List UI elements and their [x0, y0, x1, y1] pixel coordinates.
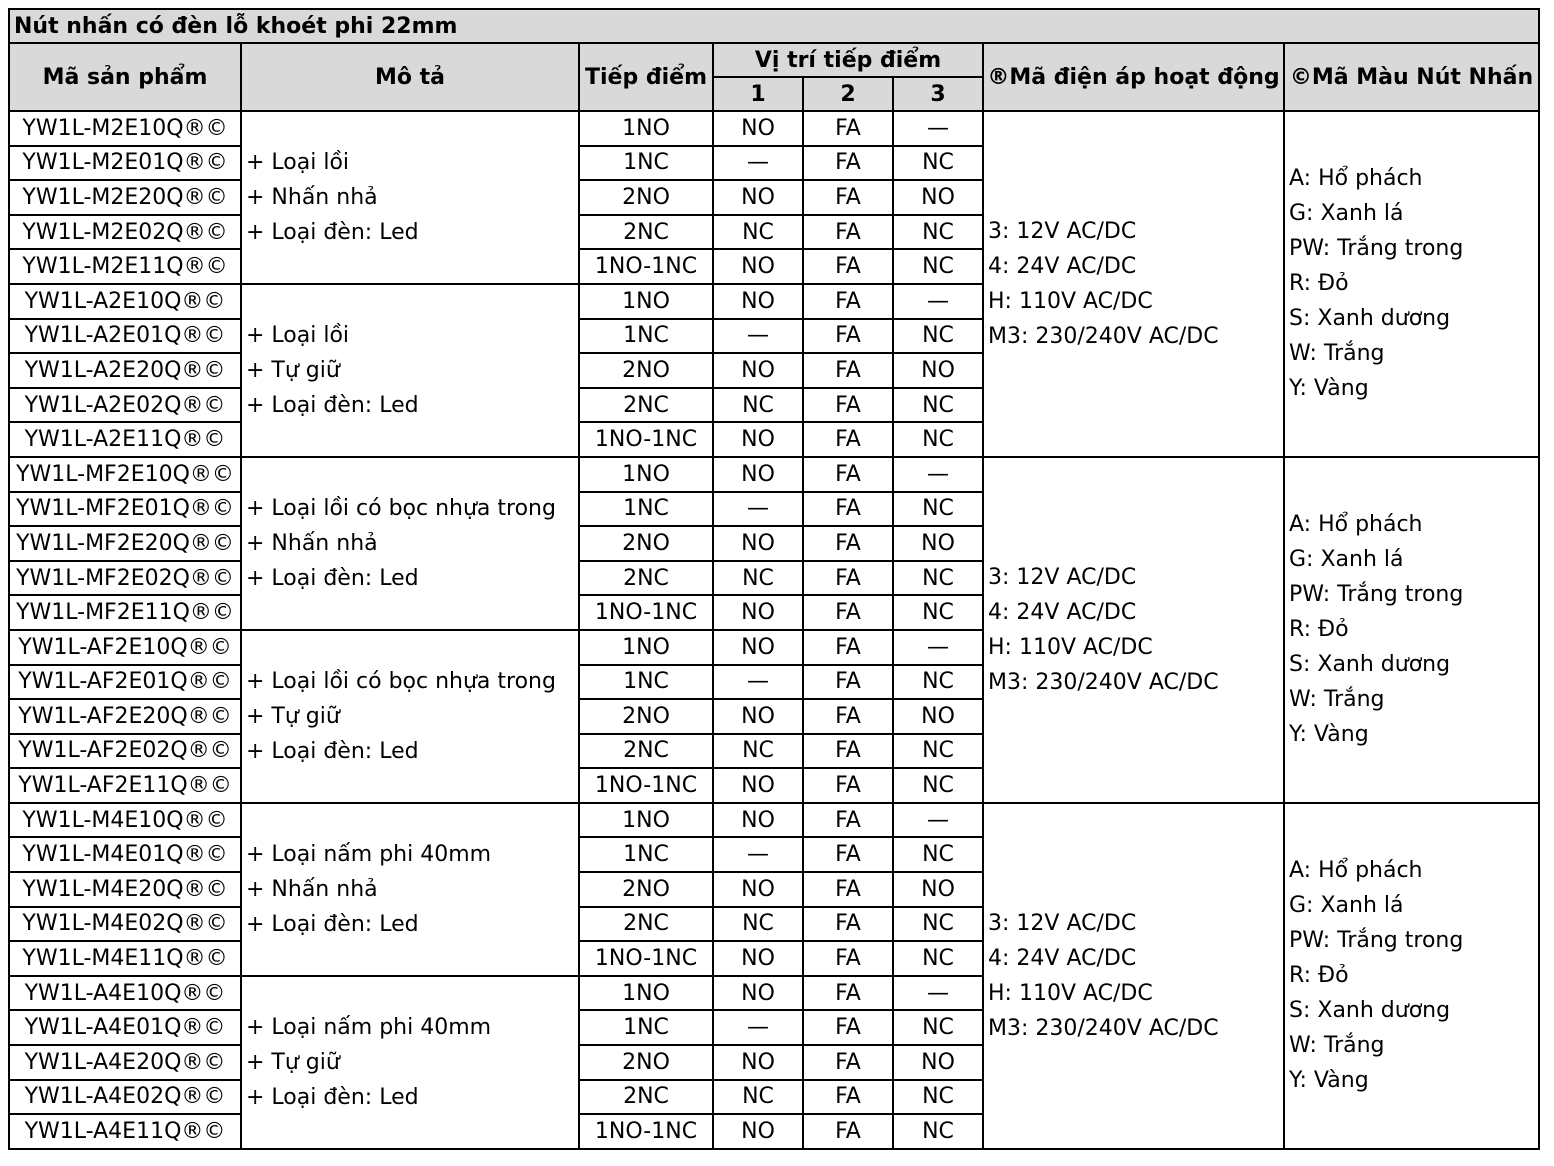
position-1-cell: NO [713, 1045, 803, 1080]
contact-cell: 1NO-1NC [579, 595, 713, 630]
contact-cell: 1NC [579, 665, 713, 700]
color-line: PW: Trắng trong [1289, 582, 1464, 608]
product-code-cell: YW1L-A2E02Q®© [9, 388, 241, 423]
position-2-cell: FA [803, 353, 893, 388]
product-code-cell: YW1L-A4E01Q®© [9, 1010, 241, 1045]
header-color-code: ©Mã Màu Nút Nhấn [1284, 43, 1539, 111]
color-line: S: Xanh dương [1289, 306, 1451, 332]
color-line: A: Hổ phách [1289, 512, 1423, 538]
description-cell [241, 111, 579, 284]
contact-cell: 2NC [579, 734, 713, 769]
position-1-cell: — [713, 837, 803, 872]
voltage-line: 4: 24V AC/DC [988, 599, 1137, 625]
product-code-cell: YW1L-M2E10Q®© [9, 111, 241, 146]
contact-cell: 1NC [579, 837, 713, 872]
product-code-cell: YW1L-A4E11Q®© [9, 1114, 241, 1149]
position-3-cell: NC [893, 941, 983, 976]
description-line: + Loại lồi [246, 149, 350, 175]
position-1-cell: NO [713, 976, 803, 1011]
product-code-cell: YW1L-MF2E10Q®© [9, 457, 241, 492]
contact-cell: 2NC [579, 215, 713, 250]
product-code-cell: YW1L-AF2E02Q®© [9, 734, 241, 769]
position-2-cell: FA [803, 1114, 893, 1149]
product-code-cell: YW1L-AF2E11Q®© [9, 768, 241, 803]
position-3-cell: NC [893, 388, 983, 423]
color-line: PW: Trắng trong [1289, 236, 1464, 262]
product-code-cell: YW1L-A4E02Q®© [9, 1080, 241, 1115]
description-line: + Tự giữ [246, 703, 340, 729]
description-line: + Loại lồi có bọc nhựa trong [246, 668, 556, 694]
color-line: G: Xanh lá [1289, 893, 1404, 919]
position-2-cell: FA [803, 665, 893, 700]
position-3-cell: NC [893, 146, 983, 181]
description-line: + Loại nấm phi 40mm [246, 1014, 492, 1040]
description-cell [241, 284, 579, 457]
position-1-cell: NO [713, 941, 803, 976]
position-3-cell: NC [893, 1080, 983, 1115]
position-2-cell: FA [803, 976, 893, 1011]
position-3-cell: NO [893, 1045, 983, 1080]
description-line: + Loại đèn: Led [246, 565, 419, 591]
product-code-cell: YW1L-M4E11Q®© [9, 941, 241, 976]
product-code-cell: YW1L-A4E10Q®© [9, 976, 241, 1011]
position-1-cell: NC [713, 734, 803, 769]
description-line: + Loại đèn: Led [246, 911, 419, 937]
table-row [9, 111, 1539, 146]
table-row [9, 803, 1539, 838]
position-2-cell: FA [803, 837, 893, 872]
description-line: + Loại lồi có bọc nhựa trong [246, 495, 556, 521]
product-code-cell: YW1L-MF2E01Q®© [9, 492, 241, 527]
contact-cell: 1NO [579, 284, 713, 319]
voltage-code-cell [983, 803, 1284, 1149]
position-2-cell: FA [803, 907, 893, 942]
position-2-cell: FA [803, 111, 893, 146]
position-2-cell: FA [803, 422, 893, 457]
position-2-cell: FA [803, 215, 893, 250]
voltage-line: H: 110V AC/DC [988, 980, 1153, 1006]
contact-cell: 1NO-1NC [579, 941, 713, 976]
position-3-cell: NO [893, 526, 983, 561]
position-1-cell: NO [713, 422, 803, 457]
color-line: PW: Trắng trong [1289, 928, 1464, 954]
product-code-cell: YW1L-MF2E11Q®© [9, 595, 241, 630]
position-2-cell: FA [803, 803, 893, 838]
position-3-cell: NO [893, 699, 983, 734]
voltage-line: M3: 230/240V AC/DC [988, 323, 1219, 349]
color-line: R: Đỏ [1289, 271, 1349, 297]
position-1-cell: — [713, 319, 803, 354]
description-line: + Loại nấm phi 40mm [246, 841, 492, 867]
description-line: + Loại đèn: Led [246, 1084, 419, 1110]
contact-cell: 1NO-1NC [579, 768, 713, 803]
position-1-cell: NO [713, 768, 803, 803]
product-code-cell: YW1L-M4E20Q®© [9, 872, 241, 907]
product-code-cell: YW1L-MF2E02Q®© [9, 561, 241, 596]
table-title: Nút nhấn có đèn lỗ khoét phi 22mm [9, 9, 1539, 43]
voltage-line: 4: 24V AC/DC [988, 945, 1137, 971]
contact-cell: 2NC [579, 388, 713, 423]
color-line: G: Xanh lá [1289, 547, 1404, 573]
voltage-code-cell [983, 111, 1284, 457]
position-1-cell: NO [713, 803, 803, 838]
position-3-cell: NC [893, 768, 983, 803]
contact-cell: 1NO-1NC [579, 1114, 713, 1149]
position-3-cell: NC [893, 665, 983, 700]
description-line: + Loại đèn: Led [246, 219, 419, 245]
description-line: + Nhấn nhả [246, 530, 378, 556]
header-description: Mô tả [241, 43, 579, 111]
position-1-cell: NO [713, 457, 803, 492]
position-3-cell: NC [893, 215, 983, 250]
position-2-cell: FA [803, 1080, 893, 1115]
description-cell [241, 457, 579, 630]
position-3-cell: NC [893, 492, 983, 527]
voltage-line: M3: 230/240V AC/DC [988, 1015, 1219, 1041]
position-1-cell: NO [713, 1114, 803, 1149]
contact-cell: 1NO [579, 457, 713, 492]
position-3-cell: — [893, 284, 983, 319]
description-line: + Loại lồi [246, 322, 350, 348]
product-code-cell: YW1L-M4E01Q®© [9, 837, 241, 872]
table-row [9, 457, 1539, 492]
color-line: R: Đỏ [1289, 963, 1349, 989]
contact-cell: 2NO [579, 526, 713, 561]
product-code-cell: YW1L-MF2E20Q®© [9, 526, 241, 561]
contact-cell: 2NO [579, 1045, 713, 1080]
description-cell [241, 803, 579, 976]
header-position-3: 3 [893, 77, 983, 111]
voltage-line: M3: 230/240V AC/DC [988, 669, 1219, 695]
position-1-cell: NC [713, 388, 803, 423]
position-3-cell: — [893, 630, 983, 665]
color-line: W: Trắng [1289, 1033, 1385, 1059]
position-3-cell: NC [893, 734, 983, 769]
position-2-cell: FA [803, 284, 893, 319]
position-3-cell: NC [893, 1114, 983, 1149]
product-code-cell: YW1L-AF2E20Q®© [9, 699, 241, 734]
color-line: Y: Vàng [1289, 1068, 1369, 1094]
contact-cell: 1NO [579, 976, 713, 1011]
contact-cell: 2NO [579, 699, 713, 734]
position-2-cell: FA [803, 492, 893, 527]
position-2-cell: FA [803, 146, 893, 181]
position-3-cell: NC [893, 837, 983, 872]
product-code-cell: YW1L-AF2E01Q®© [9, 665, 241, 700]
position-3-cell: NO [893, 180, 983, 215]
product-code-cell: YW1L-A2E01Q®© [9, 319, 241, 354]
color-code-cell [1284, 457, 1539, 803]
color-line: G: Xanh lá [1289, 201, 1404, 227]
color-code-cell [1284, 111, 1539, 457]
voltage-line: 4: 24V AC/DC [988, 253, 1137, 279]
contact-cell: 2NC [579, 907, 713, 942]
product-code-cell: YW1L-M4E10Q®© [9, 803, 241, 838]
position-1-cell: NO [713, 872, 803, 907]
product-code-cell: YW1L-M2E02Q®© [9, 215, 241, 250]
position-2-cell: FA [803, 595, 893, 630]
contact-cell: 1NC [579, 1010, 713, 1045]
position-3-cell: NC [893, 422, 983, 457]
position-1-cell: — [713, 665, 803, 700]
product-table [8, 8, 1540, 1150]
position-2-cell: FA [803, 180, 893, 215]
position-1-cell: NC [713, 215, 803, 250]
position-3-cell: NC [893, 595, 983, 630]
position-3-cell: — [893, 976, 983, 1011]
contact-cell: 1NC [579, 146, 713, 181]
position-1-cell: NO [713, 526, 803, 561]
position-1-cell: NO [713, 180, 803, 215]
position-2-cell: FA [803, 699, 893, 734]
color-line: Y: Vàng [1289, 722, 1369, 748]
position-2-cell: FA [803, 249, 893, 284]
position-2-cell: FA [803, 768, 893, 803]
product-code-cell: YW1L-M2E11Q®© [9, 249, 241, 284]
table-body [9, 111, 1539, 1149]
position-1-cell: NO [713, 630, 803, 665]
header-contact: Tiếp điểm [579, 43, 713, 111]
position-1-cell: NC [713, 907, 803, 942]
voltage-line: H: 110V AC/DC [988, 288, 1153, 314]
color-line: Y: Vàng [1289, 376, 1369, 402]
description-cell [241, 630, 579, 803]
product-code-cell: YW1L-A2E20Q®© [9, 353, 241, 388]
voltage-line: 3: 12V AC/DC [988, 564, 1137, 590]
position-1-cell: NO [713, 353, 803, 388]
position-3-cell: — [893, 457, 983, 492]
voltage-line: 3: 12V AC/DC [988, 218, 1137, 244]
header-position-2: 2 [803, 77, 893, 111]
description-line: + Nhấn nhả [246, 876, 378, 902]
voltage-line: H: 110V AC/DC [988, 634, 1153, 660]
color-line: S: Xanh dương [1289, 652, 1451, 678]
color-line: S: Xanh dương [1289, 998, 1451, 1024]
voltage-code-cell [983, 457, 1284, 803]
color-line: W: Trắng [1289, 687, 1385, 713]
contact-cell: 1NO [579, 630, 713, 665]
contact-cell: 2NC [579, 1080, 713, 1115]
description-line: + Loại đèn: Led [246, 392, 419, 418]
position-2-cell: FA [803, 1045, 893, 1080]
contact-cell: 2NO [579, 353, 713, 388]
product-code-cell: YW1L-M4E02Q®© [9, 907, 241, 942]
color-line: A: Hổ phách [1289, 166, 1423, 192]
description-line: + Tự giữ [246, 357, 340, 383]
position-1-cell: NO [713, 284, 803, 319]
contact-cell: 1NO-1NC [579, 422, 713, 457]
contact-cell: 1NC [579, 492, 713, 527]
position-2-cell: FA [803, 561, 893, 596]
header-position-1: 1 [713, 77, 803, 111]
position-3-cell: — [893, 111, 983, 146]
position-3-cell: NC [893, 561, 983, 596]
position-2-cell: FA [803, 319, 893, 354]
position-3-cell: NO [893, 872, 983, 907]
position-3-cell: — [893, 803, 983, 838]
description-line: + Tự giữ [246, 1049, 340, 1075]
color-line: W: Trắng [1289, 341, 1385, 367]
header-product-code: Mã sản phẩm [9, 43, 241, 111]
position-3-cell: NC [893, 1010, 983, 1045]
position-3-cell: NC [893, 907, 983, 942]
position-1-cell: NO [713, 249, 803, 284]
position-1-cell: NO [713, 111, 803, 146]
position-1-cell: NC [713, 561, 803, 596]
product-code-cell: YW1L-M2E01Q®© [9, 146, 241, 181]
position-3-cell: NO [893, 353, 983, 388]
contact-cell: 1NC [579, 319, 713, 354]
color-code-cell [1284, 803, 1539, 1149]
contact-cell: 2NC [579, 561, 713, 596]
header-contact-position: Vị trí tiếp điểm [713, 43, 983, 77]
position-2-cell: FA [803, 1010, 893, 1045]
contact-cell: 1NO [579, 111, 713, 146]
color-line: A: Hổ phách [1289, 858, 1423, 884]
product-code-cell: YW1L-AF2E10Q®© [9, 630, 241, 665]
contact-cell: 2NO [579, 872, 713, 907]
contact-cell: 1NO [579, 803, 713, 838]
position-2-cell: FA [803, 457, 893, 492]
description-line: + Loại đèn: Led [246, 738, 419, 764]
position-1-cell: NC [713, 1080, 803, 1115]
description-line: + Nhấn nhả [246, 184, 378, 210]
position-3-cell: NC [893, 249, 983, 284]
product-code-cell: YW1L-A4E20Q®© [9, 1045, 241, 1080]
position-1-cell: — [713, 146, 803, 181]
position-2-cell: FA [803, 526, 893, 561]
header-voltage-code: ®Mã điện áp hoạt động [983, 43, 1284, 111]
contact-cell: 2NO [579, 180, 713, 215]
position-2-cell: FA [803, 734, 893, 769]
product-code-cell: YW1L-A2E10Q®© [9, 284, 241, 319]
position-1-cell: NO [713, 699, 803, 734]
position-3-cell: NC [893, 319, 983, 354]
position-1-cell: — [713, 1010, 803, 1045]
position-2-cell: FA [803, 388, 893, 423]
position-2-cell: FA [803, 941, 893, 976]
color-line: R: Đỏ [1289, 617, 1349, 643]
position-2-cell: FA [803, 872, 893, 907]
position-2-cell: FA [803, 630, 893, 665]
position-1-cell: NO [713, 595, 803, 630]
product-code-cell: YW1L-A2E11Q®© [9, 422, 241, 457]
description-cell [241, 976, 579, 1149]
voltage-line: 3: 12V AC/DC [988, 910, 1137, 936]
position-1-cell: — [713, 492, 803, 527]
product-code-cell: YW1L-M2E20Q®© [9, 180, 241, 215]
contact-cell: 1NO-1NC [579, 249, 713, 284]
